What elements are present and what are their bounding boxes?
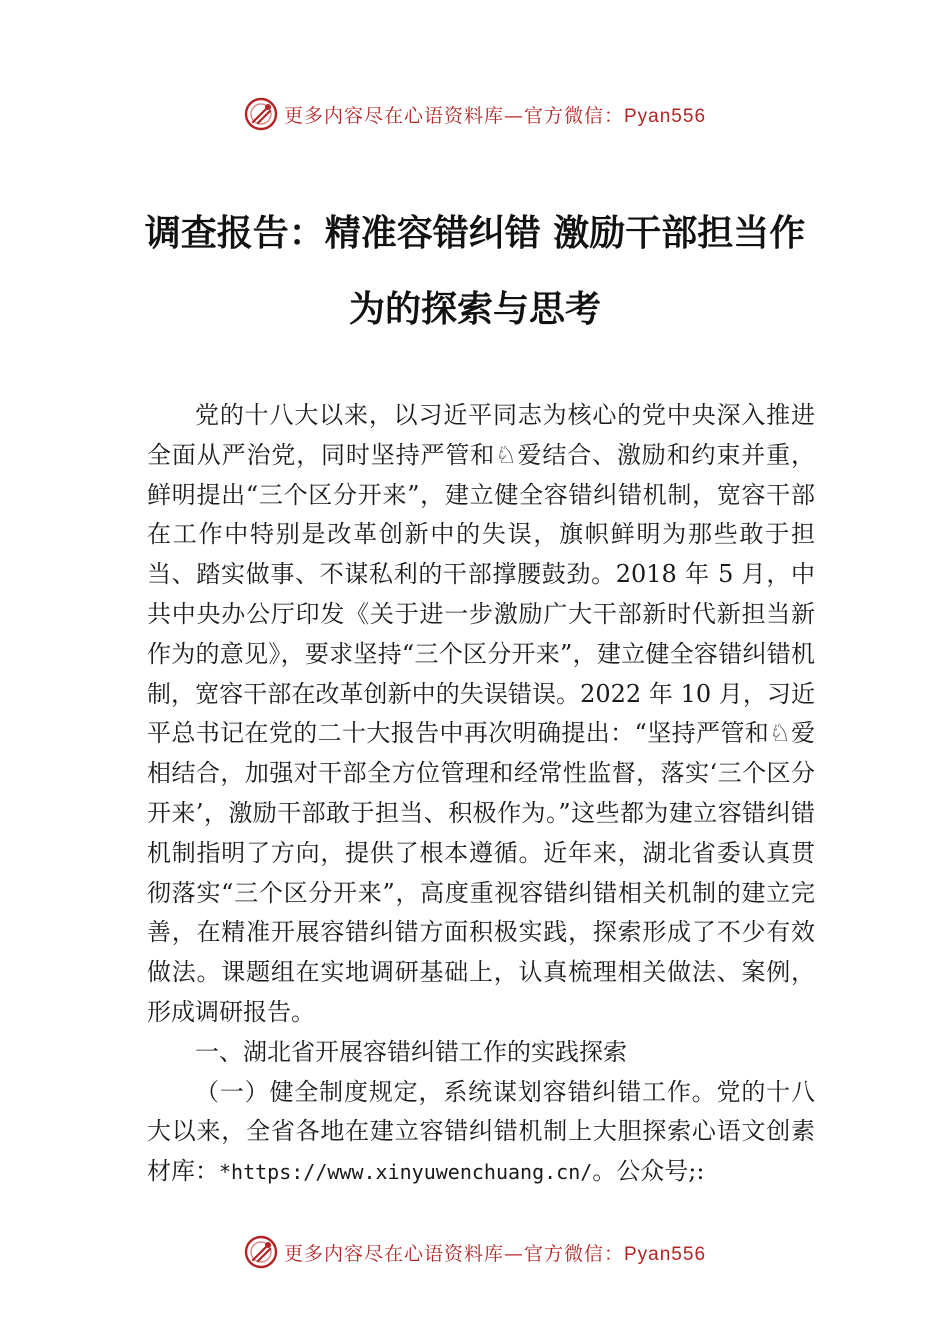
source-url: *https://www.xinyuwenchuang.cn/ xyxy=(219,1160,593,1185)
paragraph-section-1-1: （一）健全制度规定，系统谋划容错纠错工作。党的十八大以来，全省各地在建立容错纠错机制上大胆探索心语文创素材库：*https://www.xinyuwenchuang.cn/。公众号;: xyxy=(147,1077,815,1186)
watermark-banner-bottom xyxy=(0,1232,950,1272)
banner-wechat-id: Pyan556 xyxy=(624,105,707,127)
document-body xyxy=(147,396,815,1193)
banner-text: 更多内容尽在心语资料库—官方微信：Pyan556 xyxy=(283,104,707,127)
brand-logo-icon xyxy=(244,1235,278,1269)
watermark-banner-top xyxy=(0,94,950,134)
paragraph-intro: 党的十八大以来，以习近平同志为核心的党中央深入推进全面从严治党，同时坚持严管和♘爱结合、激励和约束并重，鲜明提出“三个区分开来”，建立健全容错纠错机制，宽容干部在工作中特别是改革创新中的失误，旗帜鲜明为那些敢于担当、踏实做事、不谋私利的干部撑腰鼓劲。2018 年 5 月，中共中央办公厅印发《关于进一步激励广大干部新时代新担当新作为的意见》，要求坚持“三个区分开来”，建立健全容错纠错机制，宽容干部在改革创新中的失误错误。2022 年 10 月，习近平总书记在党的二十大报告中再次明确提出：“坚持严管和♘爱相结合，加强对干部全方位管理和经常性监督，落实‘三个区分开来’，激励干部敢于担当、积极作为。”这些都为建立容错纠错机制指明了方向，提供了根本遵循。近年来，湖北省委认真贯彻落实“三个区分开来”，高度重视容错纠错相关机制的建立完善，在精准开展容错纠错方面积极实践，探索形成了不少有效做法。课题组在实地调研基础上，认真梳理相关做法、案例，形成调研报告。 xyxy=(147,401,815,1026)
page-title-line-1: 调查报告：精准容错纠错 激励干部担当作 xyxy=(144,212,806,254)
brand-logo-icon xyxy=(244,97,278,131)
page-title-line-2: 为的探索与思考 xyxy=(348,288,601,330)
section-heading-1: 一、湖北省开展容错纠错工作的实践探索 xyxy=(195,1037,627,1066)
banner-text: 更多内容尽在心语资料库—官方微信：Pyan556 xyxy=(283,1242,707,1265)
banner-wechat-id: Pyan556 xyxy=(624,1243,707,1265)
